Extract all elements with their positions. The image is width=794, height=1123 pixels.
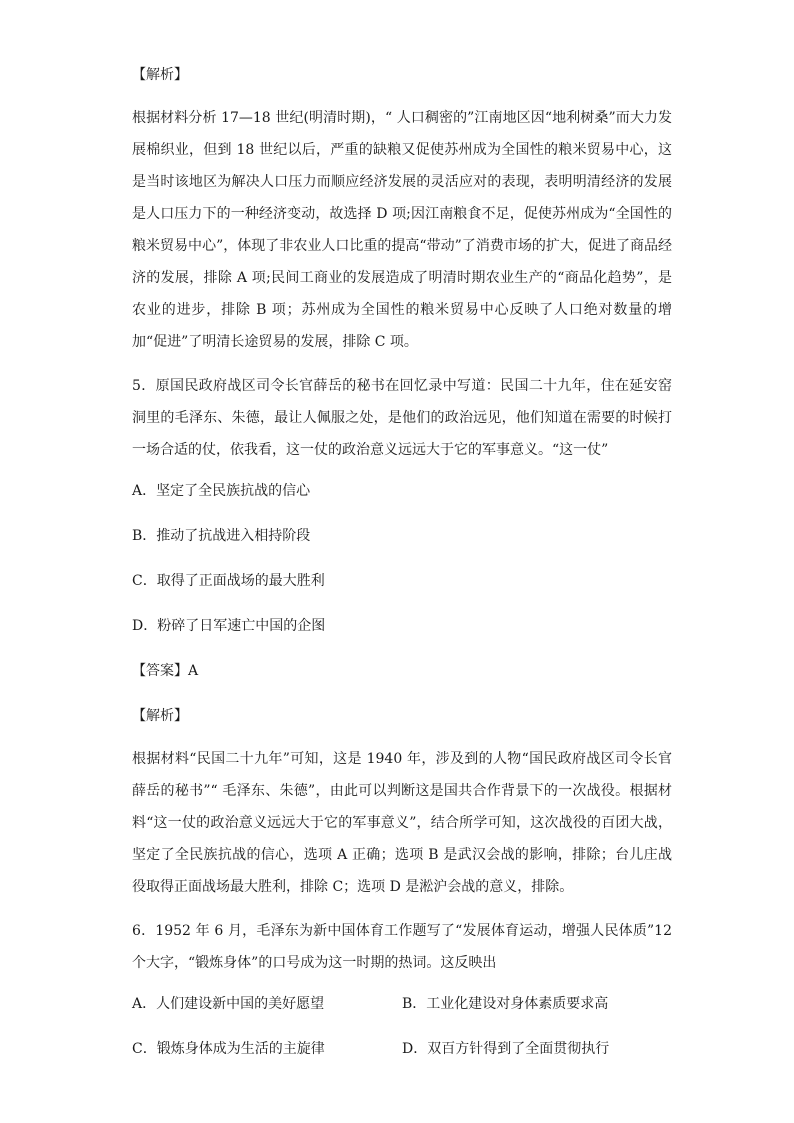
question-5-option-a: A．坚定了全民族抗战的信心 <box>132 483 311 499</box>
analysis-heading-2: 【解析】 <box>132 708 188 724</box>
question-6-option-c: C．锻炼身体成为生活的主旋律 <box>132 1041 325 1057</box>
question-5-option-c: C．取得了正面战场的最大胜利 <box>132 573 325 589</box>
question-6-text: 6．1952 年 6 月，毛泽东为新中国体育工作题写了“发展体育运动，增强人民体质”12 个大字，“锻炼身体”的口号成为这一时期的热词。这反映出 <box>132 923 672 971</box>
question-6-option-d: D．双百方针得到了全面贯彻执行 <box>402 1041 610 1057</box>
question-6-option-b: B．工业化建设对身体素质要求高 <box>402 996 609 1012</box>
analysis-text-2: 根据材料“民国二十九年”可知，这是 1940 年，涉及到的人物“国民政府战区司令长官薛岳的秘书”“ 毛泽东、朱德”，由此可以判断这是国共合作背景下的一次战役。根据材料“这一仗的政治意义远远大于它的军事意义”，结合所学可知，这次战役的百团大战，坚定了全民族抗战的信心，选项 A 正确；选项 B 是武汉会战的影响，排除；台儿庄战役取得正面战场最大胜利，排除 C；选项 D 是淞沪会战的意义，排除。 <box>132 751 672 895</box>
analysis-heading-1: 【解析】 <box>132 67 188 83</box>
document-content <box>132 62 672 1081</box>
question-5-option-b: B．推动了抗战进入相持阶段 <box>132 528 311 544</box>
analysis-text-1: 根据材料分析 17—18 世纪(明清时期)，“ 人口稠密的”江南地区因“地利树桑”而大力发展棉织业，但到 18 世纪以后，严重的缺粮又促使苏州成为全国性的粮米贸易中心，这是当时该地区为解决人口压力而顺应经济发展的灵活应对的表现，表明明清经济的发展是人口压力下的一种经济变动，故选择 D 项;因江南粮食不足，促使苏州成为“全国性的粮米贸易中心”，体现了非农业人口比重的提高“带动”了消费市场的扩大，促进了商品经济的发展，排除 A 项;民间工商业的发展造成了明清时期农业生产的“商品化趋势”，是农业的进步，排除 B 项；苏州成为全国性的粮米贸易中心反映了人口绝对数量的增加“促进”了明清长途贸易的发展，排除 C 项。 <box>132 110 672 350</box>
question-6-options-row-1 <box>132 991 672 1017</box>
question-5-text: 5．原国民政府战区司令长官薛岳的秘书在回忆录中写道：民国二十九年，住在延安窑洞里的毛泽东、朱德，最让人佩服之处，是他们的政治远见，他们知道在需要的时候打一场合适的仗，依我看，这一仗的政治意义远远大于它的军事意义。“这一仗” <box>132 378 672 458</box>
question-6-option-a: A．人们建设新中国的美好愿望 <box>132 996 325 1012</box>
question-5-option-d: D．粉碎了日军速亡中国的企图 <box>132 618 326 634</box>
question-5-answer: 【答案】A <box>132 663 199 679</box>
question-6-options-row-2 <box>132 1036 672 1062</box>
